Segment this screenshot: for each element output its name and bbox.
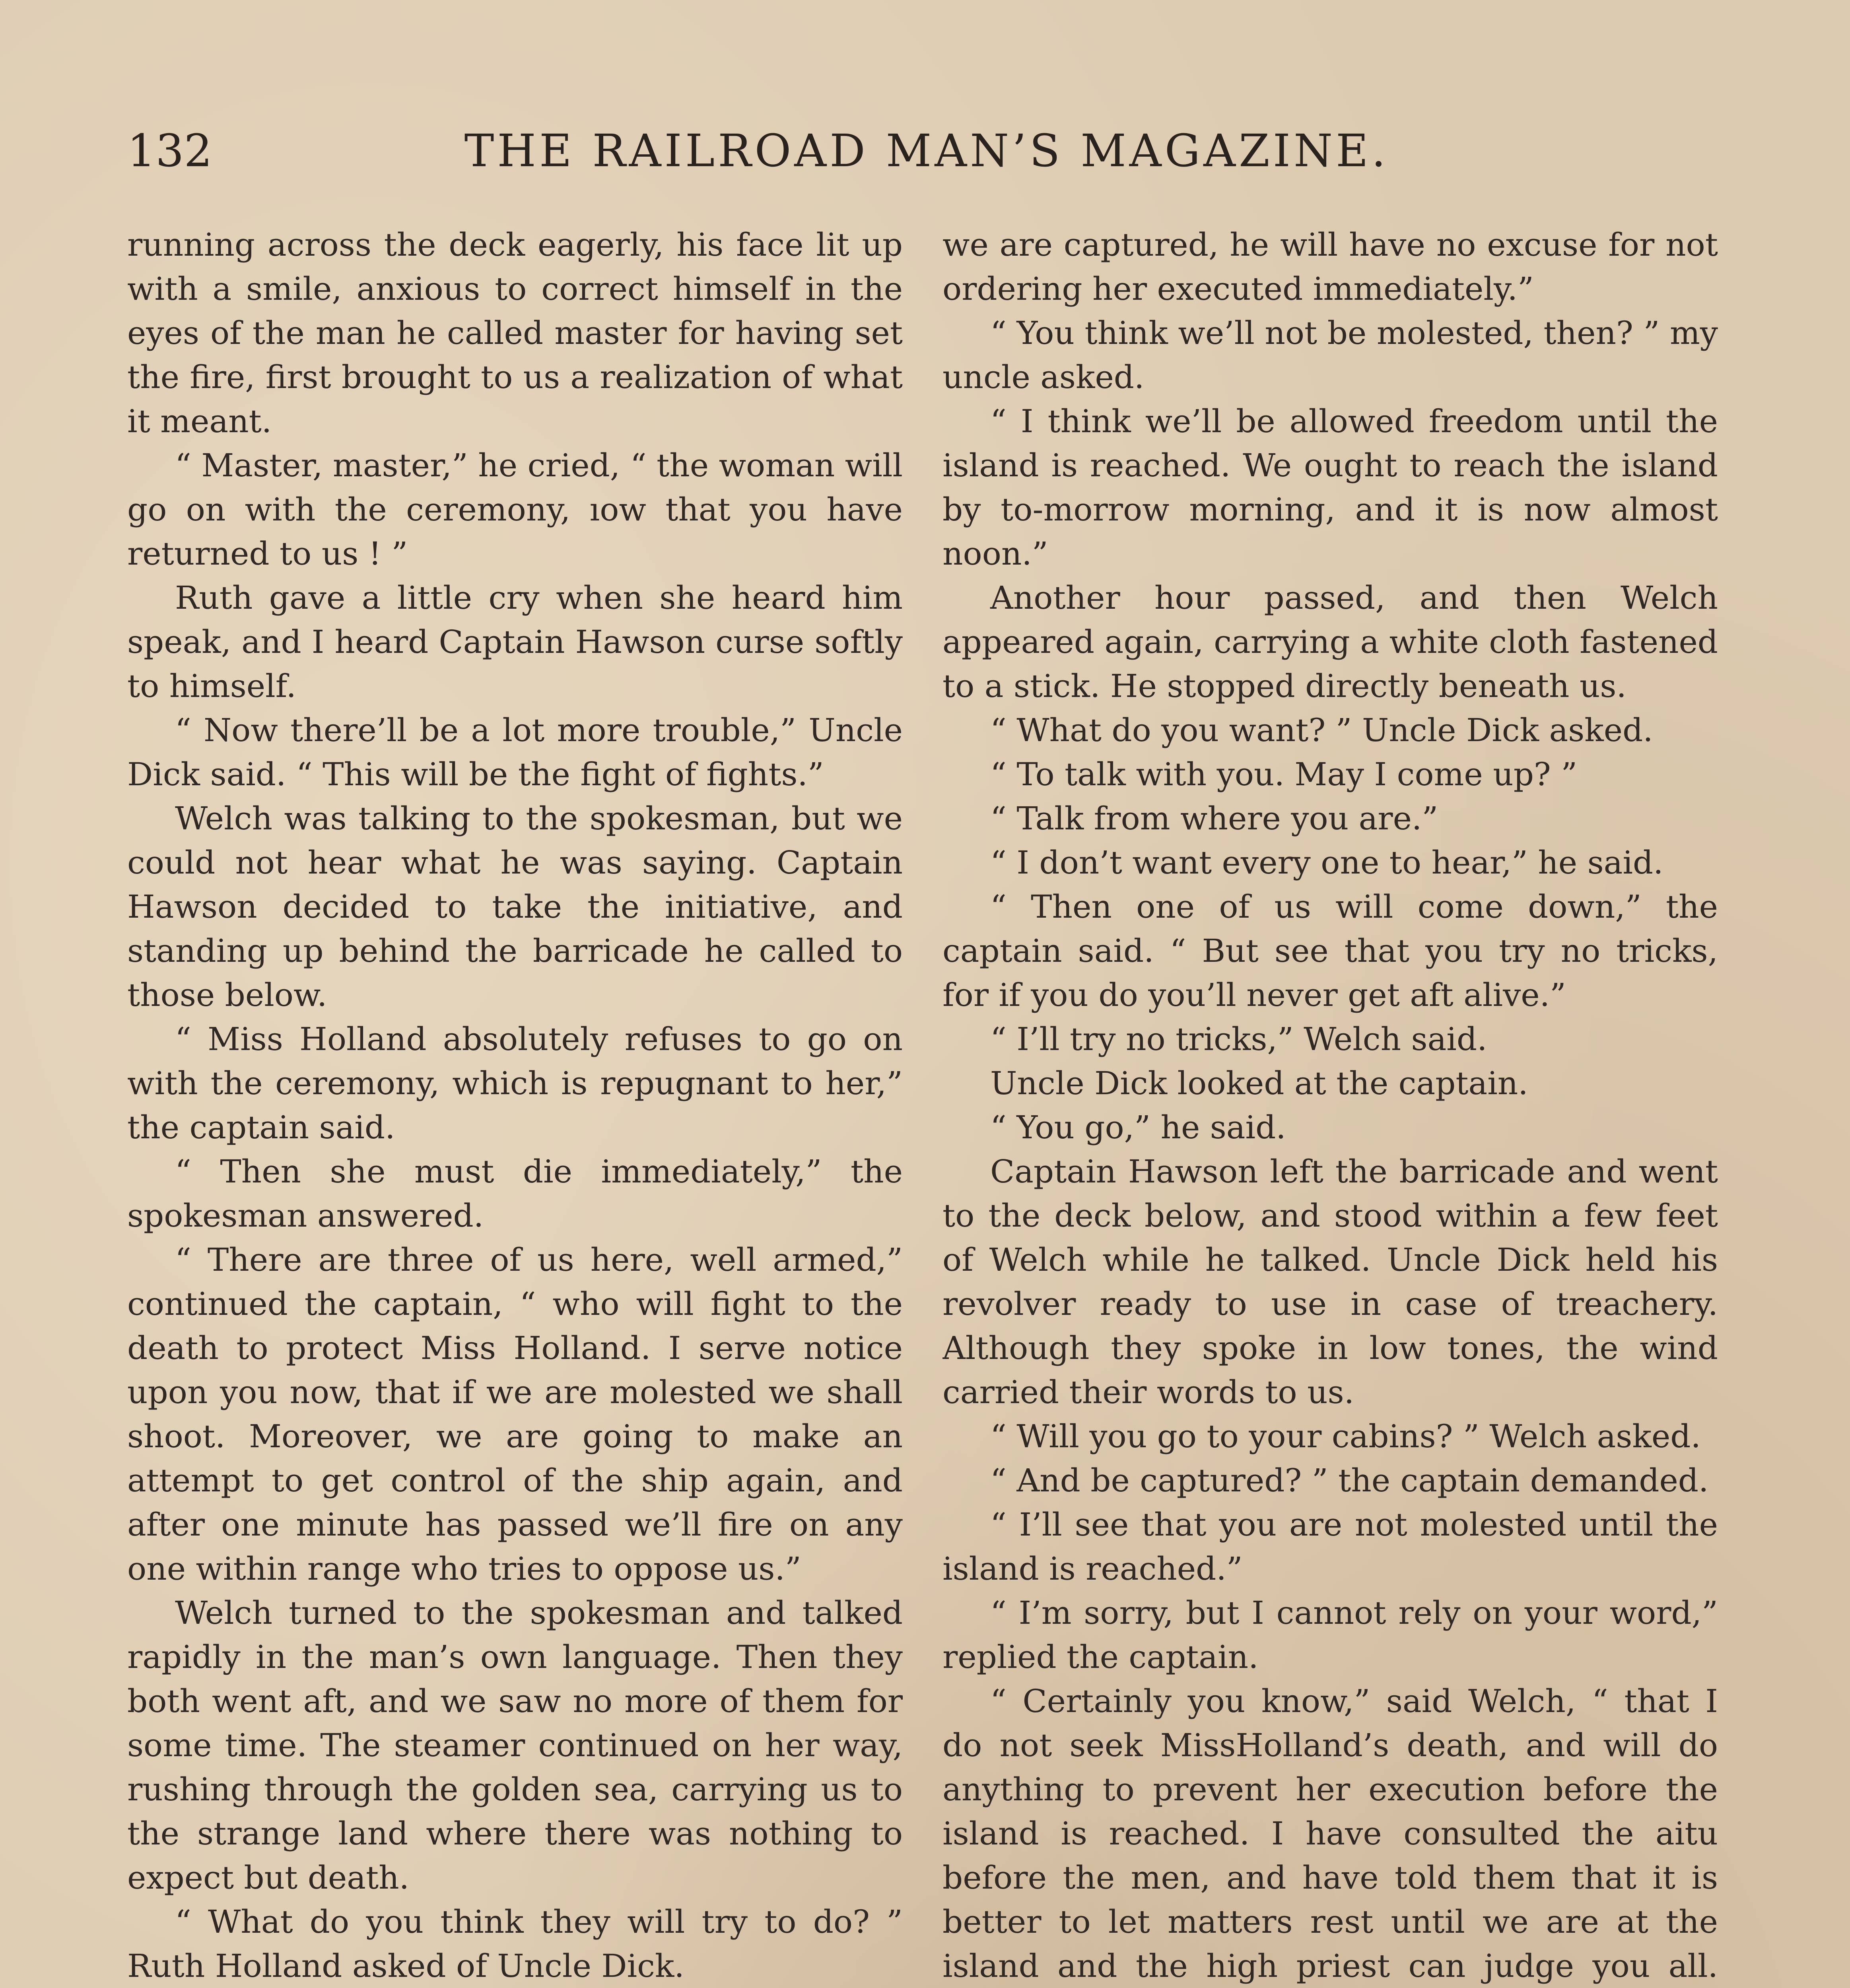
paragraph: “ Then she must die immediately,” the spokesman answered. <box>127 1153 903 1234</box>
paragraph: “ I’ll see that you are not molested until the island is reached.” <box>942 1506 1718 1587</box>
paragraph: Another hour passed, and then Welch appeared again, carrying a white cloth fastened to a stick. He stopped directly beneath us. <box>942 579 1718 705</box>
paragraph: “ There are three of us here, well armed,” continued the captain, “ who will fight to the death to protect Miss Holland. I serve notice upon you now, that if we are molested we shall shoot. Moreover, we are going to make an attempt to get control of the ship again, and after one minute has passed we’ll fire on any one within range who tries to oppose us.” <box>127 1241 903 1587</box>
paragraph: “ I’m sorry, but I cannot rely on your word,” replied the captain. <box>942 1594 1718 1675</box>
paragraph: Captain Hawson left the barricade and went to the deck below, and stood within a few feet of Welch while he talked. Uncle Dick held his revolver ready to use in case of treachery. Although they spoke in low tones, the wind carried their words to us. <box>942 1153 1718 1411</box>
page-title: THE RAILROAD MAN’S MAGAZINE. <box>464 125 1389 177</box>
page-header <box>127 119 1726 183</box>
paragraph: “ What do you want? ” Uncle Dick asked. <box>990 712 1653 749</box>
paragraph: “ Now there’ll be a lot more trouble,” Uncle Dick said. “ This will be the fight of fights.” <box>127 712 903 793</box>
page-number: 132 <box>127 125 212 177</box>
paragraph: “ What do you think they will try to do? ” Ruth Holland asked of Uncle Dick. <box>127 1903 903 1984</box>
paragraph: “ Will you go to your cabins? ” Welch asked. <box>990 1418 1701 1455</box>
paragraph: “ And be captured? ” the captain demanded. <box>990 1462 1709 1499</box>
paragraph: running across the deck eagerly, his face lit up with a smile, anxious to correct himself in the eyes of the man he called master for having set the fire, first brought to us a realization of what it meant. <box>127 226 903 440</box>
right-column <box>942 223 1718 1988</box>
left-column <box>127 223 903 1988</box>
paragraph: “ You think we’ll not be molested, then? ” my uncle asked. <box>942 315 1718 396</box>
paragraph: “ Certainly you know,” said Welch, “ that I do not seek MissHolland’s death, and will do anything to prevent her execution before the island is reached. I have consulted the aitu before the men, and have told them that it is better to let matters rest until we are at the island and the high priest can judge you all. <box>942 1683 1718 1984</box>
paragraph: Uncle Dick looked at the captain. <box>990 1065 1528 1102</box>
paragraph: Ruth gave a little cry when she heard him speak, and I heard Captain Hawson curse softly to himself. <box>127 579 903 705</box>
paragraph: “ Talk from where you are.” <box>990 800 1438 837</box>
paragraph: “ I don’t want every one to hear,” he said. <box>990 844 1663 881</box>
paragraph: “ To talk with you. May I come up? ” <box>990 756 1578 793</box>
paragraph: “ I think we’ll be allowed freedom until the island is reached. We ought to reach the island by to-morrow morning, and it is now almost noon.” <box>942 403 1718 572</box>
paragraph: “ You go,” he said. <box>990 1109 1286 1146</box>
paragraph: “ I’ll try no tricks,” Welch said. <box>990 1021 1487 1058</box>
paragraph: Welch was talking to the spokesman, but we could not hear what he was saying. Captain Hawson decided to take the initiative, and standing up behind the barricade he called to those below. <box>127 800 903 1013</box>
paragraph: we are captured, he will have no excuse for not ordering her executed immediately.” <box>942 226 1718 307</box>
paragraph: Welch turned to the spokesman and talked rapidly in the man’s own language. Then they both went aft, and we saw no more of them for some time. The steamer continued on her way, rushing through the golden sea, carrying us to the strange land where there was nothing to expect but death. <box>127 1594 903 1896</box>
paragraph: “ Master, master,” he cried, “ the woman will go on with the ceremony, ıow that you have returned to us ! ” <box>127 447 903 572</box>
paragraph: “ Then one of us will come down,” the captain said. “ But see that you try no tricks, for if you do you’ll never get aft alive.” <box>942 888 1718 1013</box>
paragraph: “ Miss Holland absolutely refuses to go on with the ceremony, which is repugnant to her,” the captain said. <box>127 1021 903 1146</box>
